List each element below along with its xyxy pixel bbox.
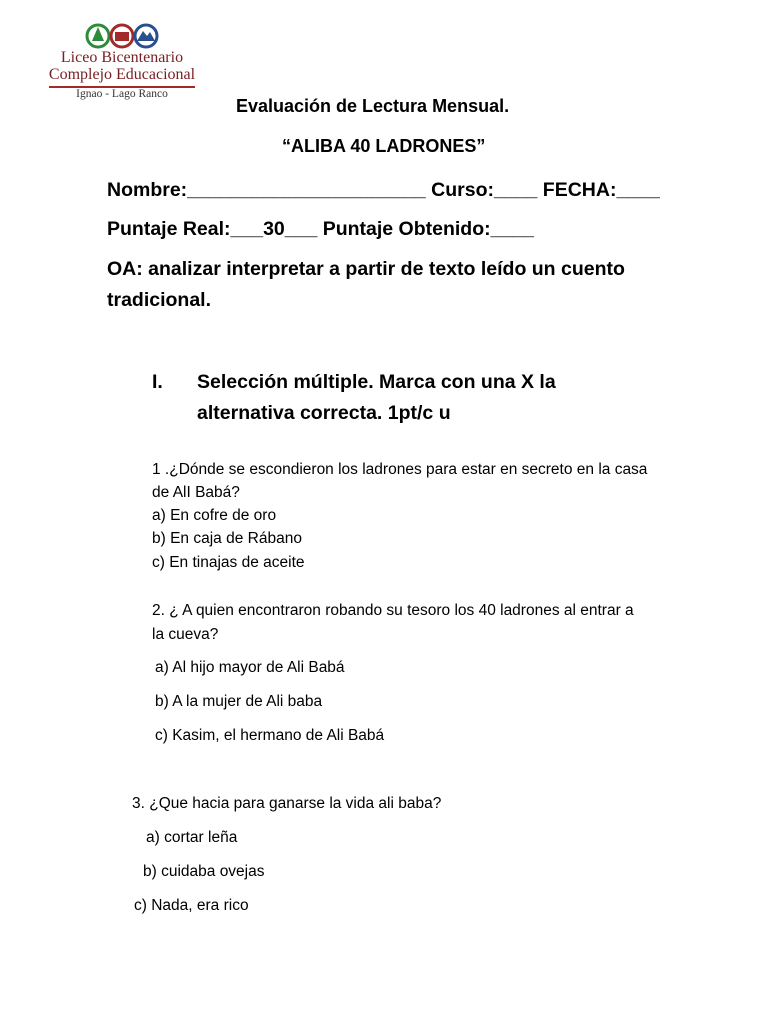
section-number: I. <box>152 371 163 393</box>
question-2-option-c: c) Kasim, el hermano de Ali Babá <box>155 727 385 744</box>
section-title-2: alternativa correcta. 1pt/c u <box>197 402 451 424</box>
question-2-option-b: b) A la mujer de Ali baba <box>155 693 323 710</box>
question-3-text-1: 3. ¿Que hacia para ganarse la vida ali baba? <box>132 795 442 812</box>
question-2-option-a: a) Al hijo mayor de Ali Babá <box>155 659 345 676</box>
oa-line-1: OA: analizar interpretar a partir de texto leído un cuento <box>107 258 625 280</box>
question-1-text-1: 1 .¿Dónde se escondieron los ladrones para estar en secreto en la casa <box>152 461 648 478</box>
nombre-line: Nombre:______________________ Curso:____ FECHA:____ <box>107 179 660 201</box>
doc-subtitle: “ALIBA 40 LADRONES” <box>282 136 486 156</box>
school-logo <box>47 22 197 104</box>
oa-line-2: tradicional. <box>107 289 212 311</box>
question-2-text-1: 2. ¿ A quien encontraron robando su tesoro los 40 ladrones al entrar a <box>152 602 634 619</box>
logo-line3: Ignao - Lago Ranco <box>76 88 168 100</box>
question-3-option-a: a) cortar leña <box>146 829 238 846</box>
question-1-option-a: a) En cofre de oro <box>152 507 277 524</box>
question-3-option-b: b) cuidaba ovejas <box>143 863 265 880</box>
doc-title: Evaluación de Lectura Mensual. <box>236 96 510 116</box>
puntaje-line: Puntaje Real:___30___ Puntaje Obtenido:____ <box>107 218 535 240</box>
question-1-option-b: b) En caja de Rábano <box>152 530 302 547</box>
question-1-option-c: c) En tinajas de aceite <box>152 554 305 571</box>
question-1-text-2: de AlI Babá? <box>152 484 240 501</box>
question-3-option-c: c) Nada, era rico <box>134 897 249 914</box>
logo-emblems-icon <box>47 22 197 52</box>
question-2-text-2: la cueva? <box>152 626 219 643</box>
logo-line2: Complejo Educacional <box>48 66 196 83</box>
logo-line1: Liceo Bicentenario <box>60 49 184 66</box>
section-title-1: Selección múltiple. Marca con una X la <box>197 371 556 393</box>
